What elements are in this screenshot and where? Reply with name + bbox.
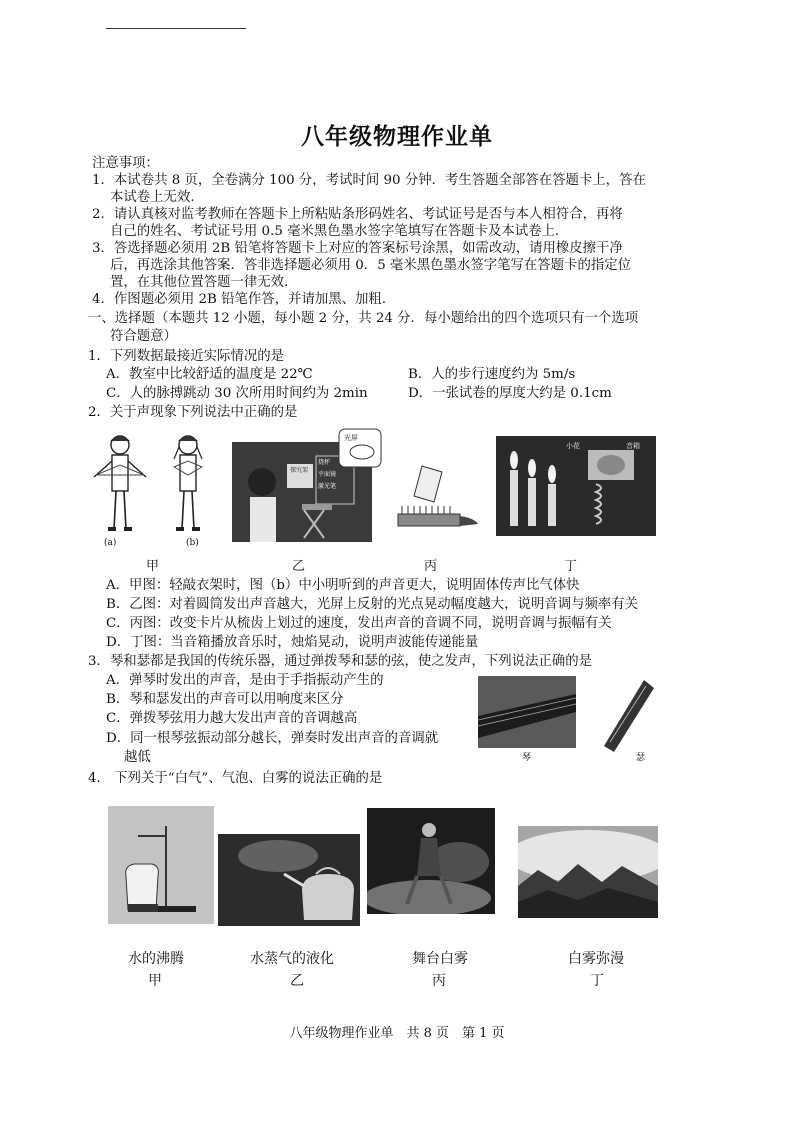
q4-stem: 4． 下列关于“白气”、气泡、白雾的说法正确的是	[88, 771, 383, 786]
note-line: 3．答选择题必须用 2B 铅笔将答题卡上对应的答案标号涂黑，如需改动，请用橡皮擦干净	[92, 241, 623, 256]
q2-caption-jia: 甲	[146, 559, 160, 574]
q2-image-ding	[496, 436, 656, 536]
q4-caption-yi: 水蒸气的液化	[250, 951, 334, 967]
q4-tag-jia: 甲	[148, 973, 162, 989]
section-heading: 一、选择题（本题共 12 小题，每小题 2 分，共 24 分．每小题给出的四个选项只有一个选项	[88, 311, 639, 326]
q4-image-bing	[367, 808, 495, 914]
q2-caption-ding: 丁	[564, 559, 578, 574]
note-line: 4．作图题必须用 2B 铅笔作答，并请加黑、加粗．	[92, 292, 396, 307]
q2-option-d: D．丁图：当音箱播放音乐时，烛焰晃动，说明声波能传递能量	[106, 635, 479, 650]
q2-image-yi-inset	[338, 428, 382, 468]
q4-image-yi	[218, 834, 360, 926]
q2-yi-inset-label: 光屏	[344, 434, 358, 442]
header-rule	[106, 28, 246, 29]
q3-option-b: B．琴和瑟发出的声音可以用响度来区分	[106, 692, 344, 707]
q1-stem: 1．下列数据最接近实际情况的是	[88, 349, 284, 364]
q4-image-jia	[108, 806, 214, 924]
q4-image-ding	[518, 826, 658, 918]
q2-option-c: C．丙图：改变卡片从梳齿上划过的速度，发出声音的音调不同，说明音调与振幅有关	[106, 616, 612, 631]
note-line: 后，再选涂其他答案．答非选择题必须用 0．5 毫米黑色墨水签字笔写在答题卡的指定位	[110, 258, 632, 273]
q2-caption-bing: 丙	[424, 559, 438, 574]
q4-caption-jia: 水的沸腾	[128, 951, 184, 967]
q2-image-jia	[88, 425, 226, 553]
q3-label-qin: 琴	[522, 753, 532, 763]
q2-option-a: A．甲图：轻敲衣架时，图（b）中小明听到的声音更大，说明固体传声比气体快	[106, 578, 580, 593]
q1-option-c: C．人的脉搏跳动 30 次所用时间约为 2min	[106, 386, 368, 401]
q4-tag-ding: 丁	[590, 973, 604, 989]
q4-caption-bing: 舞台白雾	[412, 951, 468, 967]
q1-option-b: B．人的步行速度约为 5m/s	[408, 367, 576, 382]
q2-yi-label: 平面镜	[318, 471, 337, 478]
q1-option-a: A．教室中比较舒适的温度是 22℃	[106, 367, 313, 382]
page-title: 八年级物理作业单	[301, 123, 493, 150]
note-line: 自己的姓名、考试证号用 0.5 毫米黑色墨水签字笔填写在答题卡及本试卷上．	[110, 224, 569, 239]
q4-tag-yi: 乙	[290, 973, 304, 989]
q2-image-bing	[388, 462, 480, 542]
q2-jia-label-a: (a)	[104, 538, 117, 548]
q2-ding-label: 音箱	[626, 442, 640, 450]
note-line: 置，在其他位置答题一律无效．	[110, 275, 298, 290]
note-line: 本试卷上无效．	[110, 190, 204, 205]
q3-option-d-cont: 越低	[124, 750, 151, 765]
q2-stem: 2．关于声现象下列说法中正确的是	[88, 405, 298, 420]
note-line: 1．本试卷共 8 页，全卷满分 100 分，考试时间 90 分钟．考生答题全部答在答题卡上，答在	[92, 173, 646, 188]
note-line: 2．请认真核对监考教师在答题卡上所粘贴条形码姓名、考试证号是否与本人相符合，再将	[92, 207, 623, 222]
q2-yi-label: 激光笔	[318, 483, 337, 490]
q3-option-a: A．弹琴时发出的声音，是由于手指振动产生的	[106, 673, 384, 688]
q2-ding-label: 小花	[566, 442, 580, 450]
q2-option-b: B．乙图：对着圆筒发出声音越大，光屏上反射的光点晃动幅度越大，说明音调与频率有关	[106, 597, 639, 612]
q3-image-se	[596, 676, 656, 752]
q2-yi-label: 烧杯	[318, 459, 331, 466]
section-heading-cont: 符合题意）	[110, 329, 177, 344]
q4-tag-bing: 丙	[432, 973, 446, 989]
q2-caption-yi: 乙	[292, 559, 306, 574]
q3-option-c: C．弹拨琴弦用力越大发出声音的音调越高	[106, 711, 358, 726]
q3-stem: 3．琴和瑟都是我国的传统乐器，通过弹拨琴和瑟的弦，使之发声，下列说法正确的是	[88, 654, 592, 669]
q3-label-se: 瑟	[636, 753, 646, 763]
notes-heading: 注意事项：	[92, 156, 159, 171]
page-footer: 八年级物理作业单 共 8 页 第 1 页	[289, 1026, 505, 1041]
q2-jia-label-b: (b)	[186, 538, 199, 548]
q2-yi-label: 探究架	[290, 467, 309, 474]
q4-caption-ding: 白雾弥漫	[568, 951, 624, 967]
q3-image-qin	[478, 676, 576, 748]
q1-option-d: D．一张试卷的厚度大约是 0.1cm	[408, 386, 612, 401]
q3-option-d: D．同一根琴弦振动部分越长，弹奏时发出声音的音调就	[106, 731, 439, 746]
